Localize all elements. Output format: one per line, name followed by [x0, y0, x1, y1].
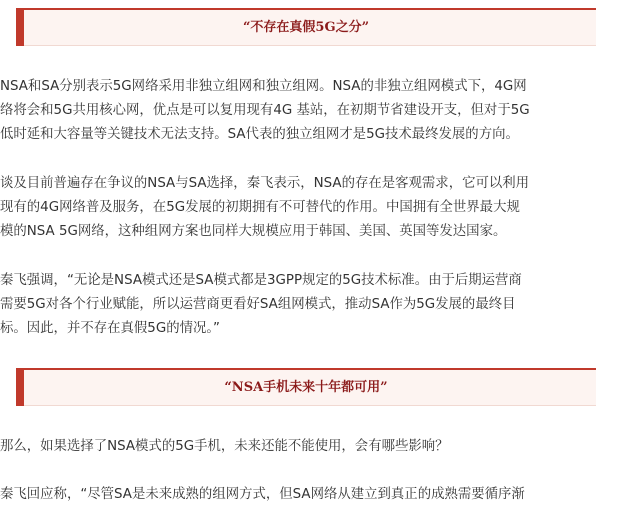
paragraph-line: 那么，如果选择了NSA模式的5G手机，未来还能不能使用，会有哪些影响？	[0, 439, 449, 454]
section-header-2	[16, 368, 596, 406]
paragraph-line: 秦飞回应称，“尽管SA是未来成熟的组网方式，但SA网络从建立到真正的成熟需要循序渐	[0, 487, 525, 502]
paragraph-line: 秦飞强调，“无论是NSA模式还是SA模式都是3GPP规定的5G技术标准。由于后期运营商	[0, 273, 522, 288]
paragraph-line: 标。因此，并不存在真假5G的情况。”	[0, 321, 220, 336]
paragraph	[0, 75, 618, 147]
section-header-1	[16, 8, 596, 46]
paragraph-line: 低时延和大容量等关键技术无法支持。SA代表的独立组网才是5G技术最终发展的方向。	[0, 127, 519, 142]
paragraph-line: 谈及目前普遍存在争议的NSA与SA选择，秦飞表示，NSA的存在是客观需求，它可以利用	[0, 176, 530, 191]
paragraph-line: 需要5G对各个行业赋能，所以运营商更看好SA组网模式，推动SA作为5G发展的最终目	[0, 297, 516, 312]
paragraph	[0, 269, 618, 341]
paragraph	[0, 483, 618, 507]
paragraph-line: 模的NSA 5G网络，这种组网方案也同样大规模应用于韩国、美国、英国等发达国家。	[0, 224, 507, 239]
section-title: “不存在真假5G之分”	[242, 20, 370, 35]
paragraph-line: 络将会和5G共用核心网，优点是可以复用现有4G 基站，在初期节省建设开支，但对于5G	[0, 103, 530, 118]
paragraph-line: NSA和SA分别表示5G网络采用非独立组网和独立组网。NSA的非独立组网模式下，4G网	[0, 79, 527, 94]
paragraph	[0, 435, 618, 459]
paragraph	[0, 172, 618, 244]
section-title: “NSA手机未来十年都可用”	[224, 380, 388, 395]
paragraph-line: 现有的4G网络普及服务，在5G发展的初期拥有不可替代的作用。中国拥有全世界最大规	[0, 200, 520, 215]
